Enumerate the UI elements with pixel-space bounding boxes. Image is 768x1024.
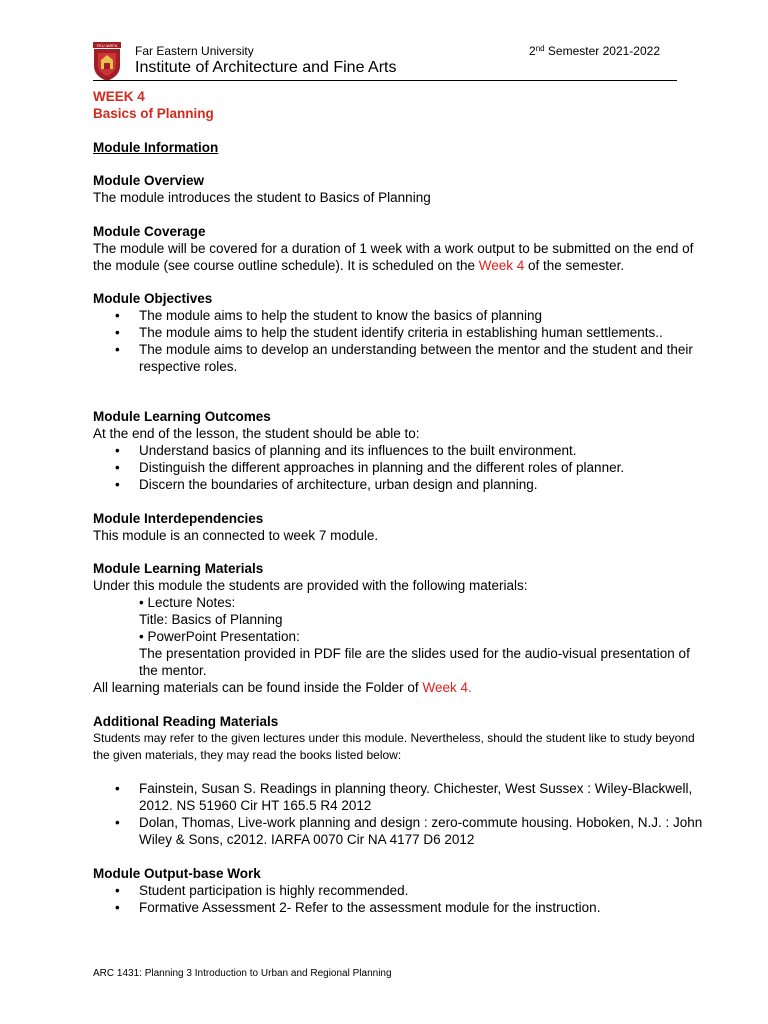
additional-reading-heading: Additional Reading Materials xyxy=(93,713,279,729)
document-body xyxy=(93,88,703,916)
powerpoint-description-1: The presentation provided in PDF file are the slides used for the audio-visual presentation of xyxy=(139,646,690,661)
overview-text: The module introduces the student to Basics of Planning xyxy=(93,190,431,205)
materials-folder-note: All learning materials can be found inside the Folder of Week 4. xyxy=(93,680,472,695)
powerpoint-description-2: the mentor. xyxy=(139,663,207,678)
book-item: • Dolan, Thomas, Live-work planning and design : zero-commute housing. Hoboken, N.J. : John xyxy=(115,815,703,830)
materials-heading: Module Learning Materials xyxy=(93,561,264,576)
week-title: WEEK 4 xyxy=(93,89,145,104)
book-item-continuation: 2012. NS 51960 Cir HT 165.5 R4 2012 xyxy=(139,798,372,813)
coverage-line-1: The module will be covered for a duration of 1 week with a work output to be submitted on the end of xyxy=(93,240,694,256)
coverage-heading: Module Coverage xyxy=(93,223,206,239)
output-item: • Student participation is highly recommended. xyxy=(115,882,409,898)
overview-heading: Module Overview xyxy=(93,173,205,188)
outcome-item: • Distinguish the different approaches in planning and the different roles of planner. xyxy=(115,460,625,475)
outcome-item: • Understand basics of planning and its influences to the built environment. xyxy=(115,443,577,458)
coverage-week-link: Week 4 xyxy=(478,257,525,273)
book-item: • Fainstein, Susan S. Readings in planning theory. Chichester, West Sussex : Wiley-Blackwell, xyxy=(115,781,693,796)
powerpoint-item: • PowerPoint Presentation: xyxy=(139,629,300,644)
institute-name: Institute of Architecture and Fine Arts xyxy=(135,59,397,76)
feu-shield-logo-icon xyxy=(93,42,121,82)
folder-week-link: Week 4. xyxy=(422,680,472,695)
output-heading: Module Output-base Work xyxy=(93,865,261,881)
objectives-heading: Module Objectives xyxy=(93,291,213,306)
university-name: Far Eastern University xyxy=(135,44,254,58)
interdependencies-text: This module is an connected to week 7 module. xyxy=(93,527,379,543)
objective-item-continuation: respective roles. xyxy=(139,359,238,374)
topic-title: Basics of Planning xyxy=(93,106,214,121)
book-item-continuation: Wiley & Sons, c2012. IARFA 0070 Cir NA 4177 D6 2012 xyxy=(139,832,475,847)
outcomes-heading: Module Learning Outcomes xyxy=(93,409,271,424)
objective-item: • The module aims to help the student identify criteria in establishing human settlements.. xyxy=(115,325,663,340)
coverage-line-2: the module (see course outline schedule). It is scheduled on the Week 4 of the semester. xyxy=(93,257,625,273)
lecture-title: Title: Basics of Planning xyxy=(139,612,283,627)
output-item: • Formative Assessment 2- Refer to the assessment module for the instruction. xyxy=(115,899,601,915)
page-footer: ARC 1431: Planning 3 Introduction to Urban and Regional Planning xyxy=(93,968,392,979)
objective-item: • The module aims to help the student to know the basics of planning xyxy=(115,308,542,323)
lecture-notes-item: • Lecture Notes: xyxy=(139,595,236,610)
outcomes-intro: At the end of the lesson, the student should be able to: xyxy=(93,426,420,441)
semester-label: 2nd Semester 2021-2022 xyxy=(529,44,660,58)
header-divider xyxy=(93,80,677,81)
interdependencies-heading: Module Interdependencies xyxy=(93,510,264,526)
logo-text: FEU IARFA xyxy=(96,42,118,48)
additional-intro-2: the given materials, they may read the books listed below: xyxy=(93,747,402,762)
module-information-heading: Module Information xyxy=(93,139,219,155)
materials-intro: Under this module the students are provided with the following materials: xyxy=(93,578,528,593)
additional-intro-1: Students may refer to the given lectures under this module. Nevertheless, should the student like to study beyond xyxy=(93,730,695,745)
objective-item: • The module aims to develop an understanding between the mentor and the student and their xyxy=(115,342,693,357)
outcome-item: • Discern the boundaries of architecture, urban design and planning. xyxy=(115,477,538,492)
